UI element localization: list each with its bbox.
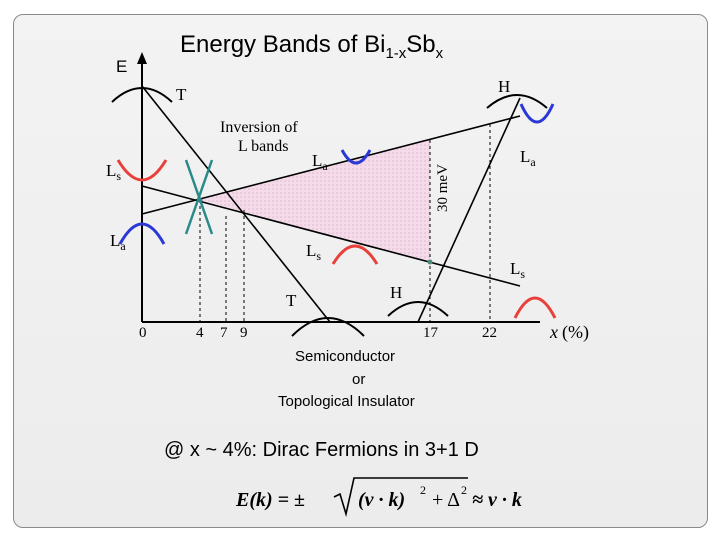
band-label-T-bottom: T	[286, 291, 297, 310]
title-sub1: 1-x	[385, 45, 407, 62]
phase-topological-insulator: Topological Insulator	[278, 393, 415, 410]
formula-delta: + Δ	[432, 489, 461, 511]
band-label-T-top: T	[176, 85, 187, 104]
dirac-fermion-note: @ x ~ 4%: Dirac Fermions in 3+1 D	[164, 439, 479, 461]
inversion-label-line2: L bands	[238, 138, 289, 155]
Ls-right-dispersion-icon	[515, 298, 555, 318]
formula-exp-a: 2	[420, 483, 426, 497]
energy-axis-arrow	[137, 52, 147, 64]
band-label-Ls-right: $L_s$	[510, 259, 526, 281]
Ls-mid-dispersion-icon	[333, 246, 377, 264]
tick-7: 7	[220, 325, 228, 341]
gap-30mev-label: 30 meV	[435, 164, 451, 212]
H-bottom-dispersion-icon	[388, 302, 448, 316]
title-main: Energy Bands of Bi	[180, 31, 386, 58]
band-label-La-mid: $L_a$	[312, 151, 328, 173]
La-right-dispersion-icon	[521, 104, 553, 122]
tick-22: 22	[482, 325, 497, 341]
tick-4: 4	[196, 325, 204, 341]
band-label-La-left: $L_a$	[110, 231, 126, 253]
H-band-line	[418, 98, 520, 322]
x-axis-label: x (%)	[550, 322, 589, 342]
energy-axis-label: E	[116, 57, 128, 76]
inversion-label-line1: Inversion of	[220, 119, 298, 136]
gap-point	[428, 260, 433, 265]
slide-title	[180, 31, 444, 62]
band-label-La-right: $L_a$	[520, 147, 536, 169]
phase-semiconductor: Semiconductor	[295, 348, 396, 365]
formula-exp-b: 2	[461, 483, 467, 497]
tick-0: 0	[139, 325, 147, 341]
phase-or: or	[352, 371, 366, 388]
title-mid: Sb	[406, 31, 436, 58]
band-label-H-top: H	[498, 77, 511, 96]
title-sub2: x	[435, 45, 444, 62]
band-label-Ls-mid: $L_s$	[306, 241, 322, 263]
tick-9: 9	[240, 325, 248, 341]
band-label-Ls-left: $L_s$	[106, 161, 122, 183]
formula-lhs: E(k) = ±	[236, 489, 306, 511]
tick-17: 17	[423, 325, 438, 341]
band-label-H-bottom: H	[390, 283, 403, 302]
formula-rhs: ≈ v · k	[472, 489, 522, 511]
dispersion-formula	[235, 478, 522, 514]
formula-vk: (v · k)	[358, 489, 406, 511]
